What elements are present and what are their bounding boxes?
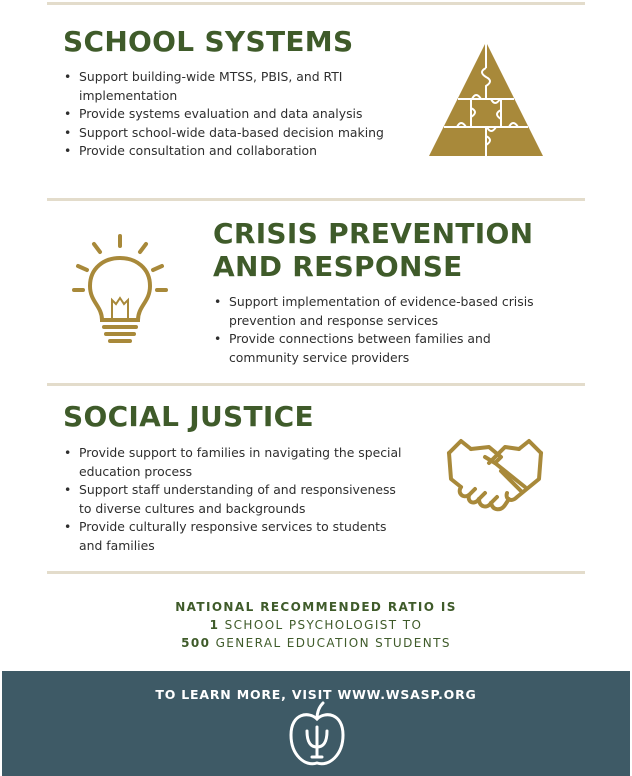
title-line: AND RESPONSE [213,250,463,283]
list-item: • Provide systems evaluation and data analysis [64,105,424,124]
footer-link-text[interactable]: TO LEARN MORE, VISIT WWW.WSASP.ORG [155,687,477,702]
apple-psi-logo [285,701,349,771]
section-title-crisis-prevention [213,217,533,283]
list-item: • Support school-wide data-based decision making [64,124,424,143]
list-item: • Support staff understanding of and responsiveness to diverse cultures and backgrounds [64,481,434,518]
list-item: • Provide consultation and collaboration [64,142,424,161]
social-justice-list [64,444,434,555]
top-divider [47,2,585,5]
crisis-list [214,293,574,367]
footer-banner [2,671,630,776]
list-item: • Provide support to families in navigating the special education process [64,444,434,481]
school-systems-list [64,68,424,161]
divider [47,571,585,574]
ratio-line-2: 1 SCHOOL PSYCHOLOGIST TO [209,618,423,632]
lightbulb-icon [70,232,170,352]
recommended-ratio [0,598,632,652]
title-line: CRISIS PREVENTION [213,217,534,250]
list-item: • Provide connections between families and community service providers [214,330,574,367]
list-item: • Provide culturally responsive services to students and families [64,518,434,555]
list-item: • Support building-wide MTSS, PBIS, and RTI implementation [64,68,424,105]
ratio-line-3: 500 GENERAL EDUCATION STUDENTS [181,636,451,650]
divider [47,383,585,386]
section-title-school-systems: SCHOOL SYSTEMS [63,25,354,58]
section-title-social-justice: SOCIAL JUSTICE [63,400,314,433]
ratio-line-1: NATIONAL RECOMMENDED RATIO IS [175,600,457,614]
puzzle-pyramid-icon [427,40,545,158]
divider [47,198,585,201]
list-item: • Support implementation of evidence-based crisis prevention and response services [214,293,574,330]
handshake-icon [445,433,545,513]
